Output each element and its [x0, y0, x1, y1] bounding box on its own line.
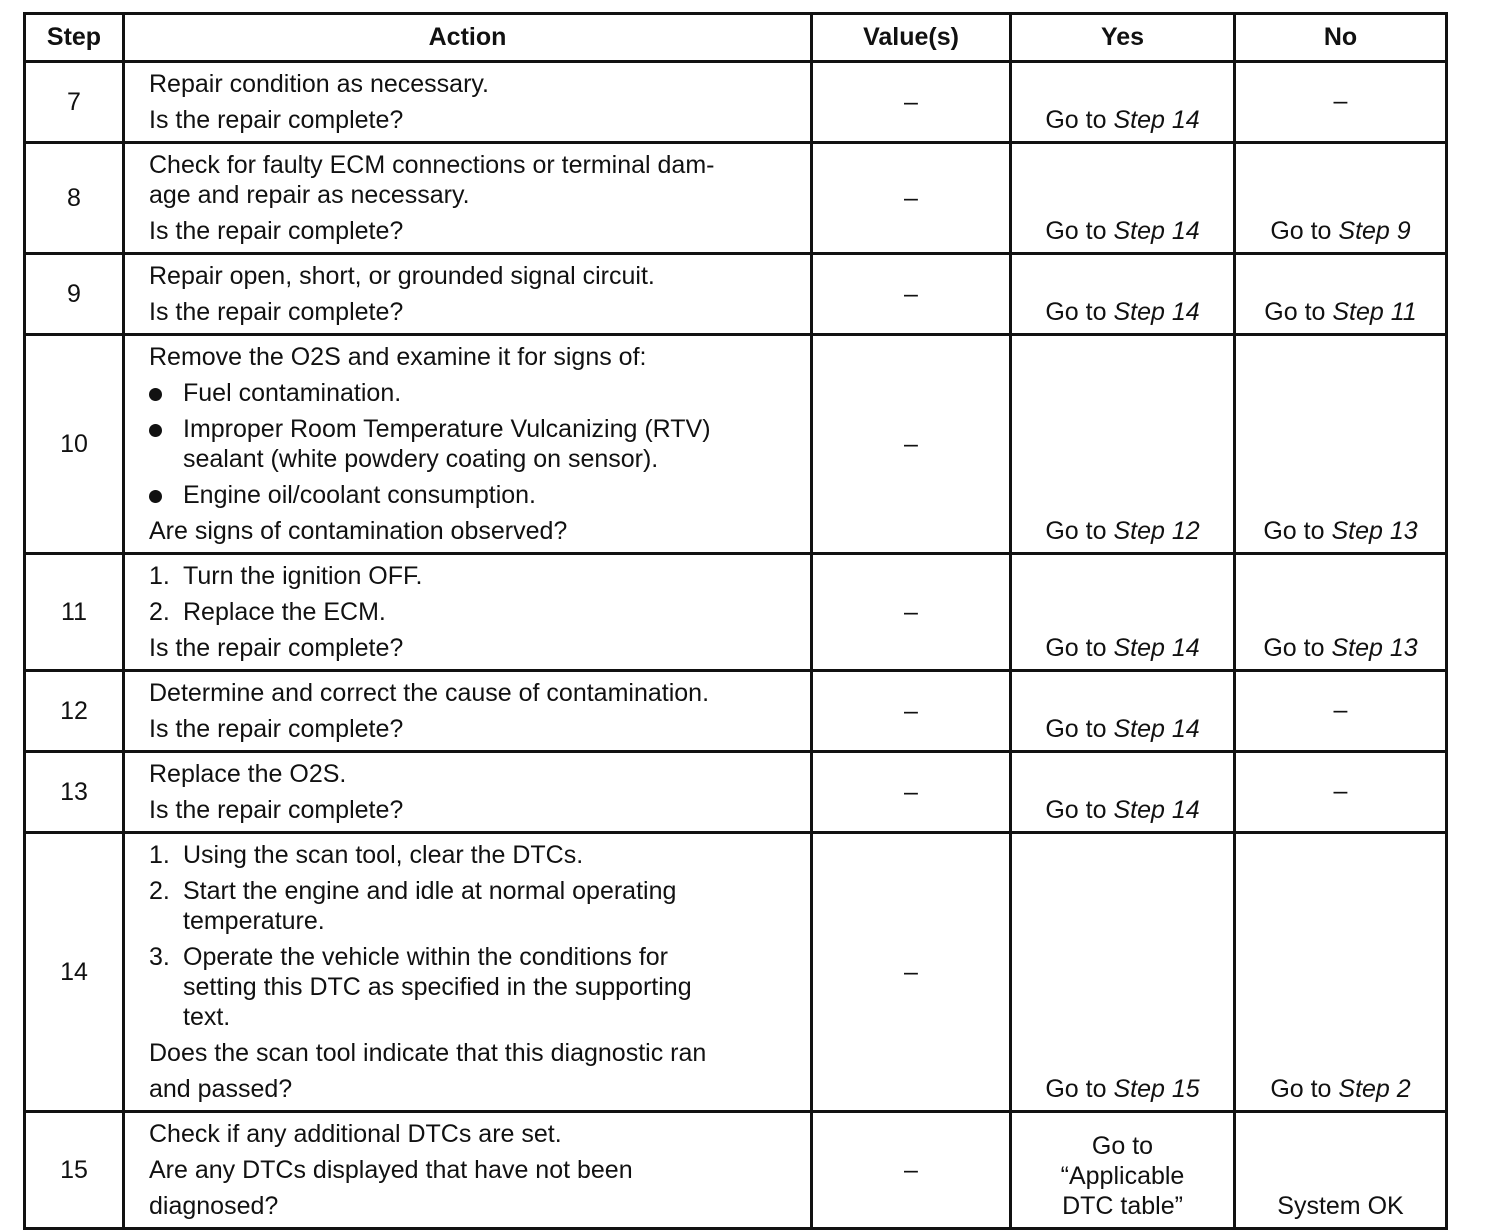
no-cell: – — [1235, 62, 1447, 143]
action-text: age and repair as necessary. — [149, 181, 470, 209]
bullet-icon — [149, 424, 162, 437]
yes-step-ref: Step 14 — [1113, 106, 1200, 134]
yes-prefix: Go to — [1045, 517, 1114, 545]
yes-step-ref: Step 15 — [1113, 1075, 1200, 1103]
no-cell — [1235, 833, 1447, 1112]
table-row — [25, 554, 1447, 671]
no-prefix: Go to — [1263, 517, 1332, 545]
value-cell: – — [812, 752, 1011, 833]
no-cell: – — [1235, 671, 1447, 752]
numbered-item — [149, 876, 804, 936]
value-cell: – — [812, 671, 1011, 752]
table-row — [25, 1112, 1447, 1229]
yes-cell — [1011, 554, 1235, 671]
step-number: 12 — [25, 671, 124, 752]
action-question: and passed? — [149, 1075, 293, 1103]
bullet-item — [149, 378, 804, 408]
value-cell: – — [812, 833, 1011, 1112]
action-cell — [124, 833, 812, 1112]
action-question: Is the repair complete? — [149, 298, 404, 326]
bullet-icon — [149, 388, 162, 401]
action-question: Are any DTCs displayed that have not been — [149, 1156, 633, 1184]
yes-step-ref: Step 12 — [1113, 517, 1200, 545]
yes-text: “Applicable — [1060, 1162, 1185, 1190]
yes-cell — [1011, 833, 1235, 1112]
table-row — [25, 671, 1447, 752]
item-text: Using the scan tool, clear the DTCs. — [183, 841, 584, 869]
item-text: setting this DTC as specified in the supporting — [183, 973, 692, 1001]
value-cell: – — [812, 254, 1011, 335]
yes-cell — [1011, 1112, 1235, 1229]
no-cell — [1235, 254, 1447, 335]
yes-step-ref: Step 14 — [1113, 796, 1200, 824]
yes-text: DTC table” — [1062, 1192, 1183, 1220]
step-number: 11 — [25, 554, 124, 671]
bullet-item — [149, 480, 804, 510]
no-prefix: Go to — [1270, 1075, 1339, 1103]
action-question: Does the scan tool indicate that this diagnostic ran — [149, 1039, 707, 1067]
item-number: 1. — [149, 841, 170, 869]
step-number: 9 — [25, 254, 124, 335]
action-text: Replace the O2S. — [149, 760, 347, 788]
action-cell — [124, 254, 812, 335]
yes-prefix: Go to — [1045, 106, 1114, 134]
step-number: 8 — [25, 143, 124, 254]
item-number: 2. — [149, 877, 170, 905]
no-step-ref: Step 13 — [1331, 634, 1418, 662]
item-text: Operate the vehicle within the conditions for — [183, 943, 668, 971]
bullet-text: Fuel contamination. — [183, 379, 402, 407]
action-text: Check if any additional DTCs are set. — [149, 1120, 562, 1148]
item-number: 3. — [149, 943, 170, 971]
action-cell — [124, 62, 812, 143]
header-yes: Yes — [1011, 14, 1235, 62]
item-text: temperature. — [183, 907, 325, 935]
action-text: Repair condition as necessary. — [149, 70, 489, 98]
no-cell: – — [1235, 752, 1447, 833]
table-row — [25, 833, 1447, 1112]
diagnostic-table — [23, 12, 1448, 1230]
yes-text: Go to — [1091, 1132, 1154, 1160]
yes-cell — [1011, 254, 1235, 335]
action-text: Determine and correct the cause of contamination. — [149, 679, 710, 707]
action-text: Remove the O2S and examine it for signs of: — [149, 343, 647, 371]
no-prefix: Go to — [1263, 634, 1332, 662]
item-number: 2. — [149, 598, 170, 626]
no-step-ref: Step 2 — [1338, 1075, 1411, 1103]
yes-cell — [1011, 62, 1235, 143]
step-number: 10 — [25, 335, 124, 554]
header-step: Step — [25, 14, 124, 62]
yes-prefix: Go to — [1045, 634, 1114, 662]
no-cell — [1235, 335, 1447, 554]
no-step-ref: Step 11 — [1332, 298, 1417, 326]
table-row — [25, 335, 1447, 554]
action-cell — [124, 671, 812, 752]
action-question: Is the repair complete? — [149, 796, 404, 824]
action-text: Check for faulty ECM connections or terminal dam- — [149, 151, 715, 179]
yes-prefix: Go to — [1045, 715, 1114, 743]
value-cell: – — [812, 1112, 1011, 1229]
bullet-text: Improper Room Temperature Vulcanizing (RTV) — [183, 415, 711, 443]
numbered-item — [149, 597, 804, 627]
numbered-item — [149, 942, 804, 1032]
bullet-item — [149, 414, 804, 474]
action-question: diagnosed? — [149, 1192, 279, 1220]
step-number: 7 — [25, 62, 124, 143]
no-prefix: Go to — [1264, 298, 1333, 326]
item-text: text. — [183, 1003, 231, 1031]
action-cell — [124, 1112, 812, 1229]
numbered-item — [149, 561, 804, 591]
action-text: Repair open, short, or grounded signal circuit. — [149, 262, 655, 290]
no-prefix: Go to — [1270, 217, 1339, 245]
yes-step-ref: Step 14 — [1113, 715, 1200, 743]
yes-prefix: Go to — [1045, 298, 1114, 326]
yes-cell — [1011, 143, 1235, 254]
table-row — [25, 143, 1447, 254]
item-text: Replace the ECM. — [183, 598, 386, 626]
yes-prefix: Go to — [1045, 1075, 1114, 1103]
yes-step-ref: Step 14 — [1113, 217, 1200, 245]
action-cell — [124, 554, 812, 671]
bullet-icon — [149, 490, 162, 503]
table-row — [25, 254, 1447, 335]
bullet-text: sealant (white powdery coating on sensor). — [183, 445, 659, 473]
step-number: 13 — [25, 752, 124, 833]
value-cell: – — [812, 143, 1011, 254]
yes-prefix: Go to — [1045, 217, 1114, 245]
step-number: 14 — [25, 833, 124, 1112]
value-cell: – — [812, 62, 1011, 143]
item-text: Start the engine and idle at normal operating — [183, 877, 677, 905]
no-step-ref: Step 13 — [1331, 517, 1418, 545]
action-question: Is the repair complete? — [149, 217, 404, 245]
table-row — [25, 62, 1447, 143]
header-row — [25, 14, 1447, 62]
yes-prefix: Go to — [1045, 796, 1114, 824]
yes-cell — [1011, 752, 1235, 833]
item-text: Turn the ignition OFF. — [183, 562, 423, 590]
bullet-text: Engine oil/coolant consumption. — [183, 481, 537, 509]
header-values: Value(s) — [812, 14, 1011, 62]
header-action: Action — [124, 14, 812, 62]
action-question: Is the repair complete? — [149, 634, 404, 662]
table-row — [25, 752, 1447, 833]
numbered-item — [149, 840, 804, 870]
header-no: No — [1235, 14, 1447, 62]
action-question: Are signs of contamination observed? — [149, 517, 568, 545]
action-question: Is the repair complete? — [149, 715, 404, 743]
step-number: 15 — [25, 1112, 124, 1229]
value-cell: – — [812, 335, 1011, 554]
yes-step-ref: Step 14 — [1113, 298, 1200, 326]
item-number: 1. — [149, 562, 170, 590]
action-question: Is the repair complete? — [149, 106, 404, 134]
yes-step-ref: Step 14 — [1113, 634, 1200, 662]
no-cell — [1235, 554, 1447, 671]
yes-cell — [1011, 671, 1235, 752]
no-step-ref: Step 9 — [1338, 217, 1411, 245]
action-cell — [124, 335, 812, 554]
action-cell — [124, 752, 812, 833]
yes-cell — [1011, 335, 1235, 554]
no-cell: System OK — [1235, 1112, 1447, 1229]
action-cell — [124, 143, 812, 254]
value-cell: – — [812, 554, 1011, 671]
no-cell — [1235, 143, 1447, 254]
